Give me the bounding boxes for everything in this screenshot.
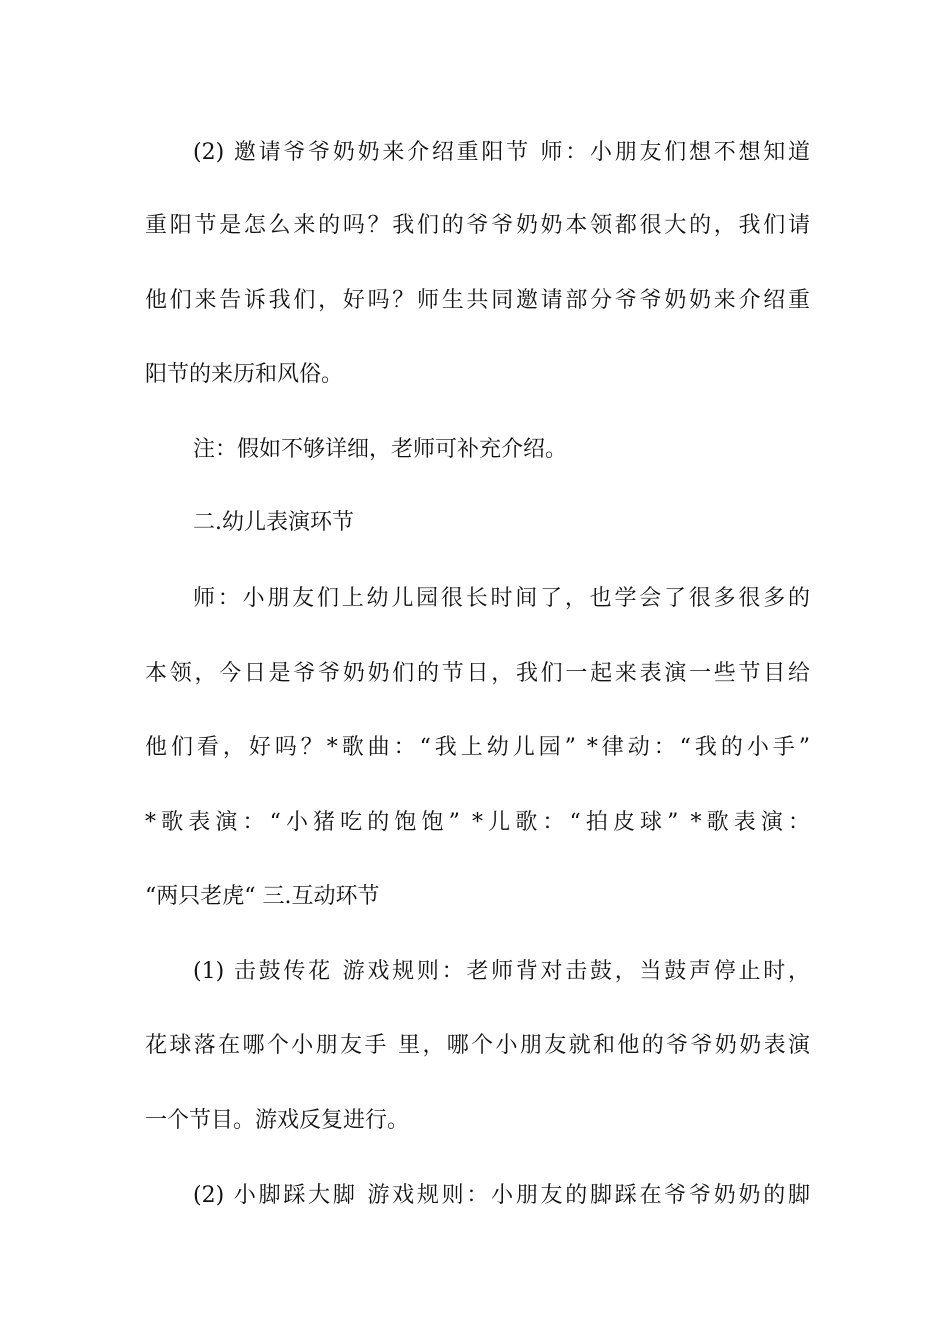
paragraph-line: 他们看，好吗？*歌曲：“我上幼儿园” *律动：“我的小手” — [145, 735, 810, 760]
paragraph-line: “两只老虎“ 三.互动环节 — [145, 884, 380, 909]
paragraph-line: 重阳节是怎么来的吗？我们的爷爷奶奶本领都很大的，我们请 — [145, 213, 810, 238]
paragraph-line: *歌表演：“小猪吃的饱饱” *儿歌：“拍皮球” *歌表演： — [145, 810, 810, 835]
paragraph-line: 他们来告诉我们，好吗？师生共同邀请部分爷爷奶奶来介绍重 — [145, 288, 810, 313]
paragraph-line: 本领，今日是爷爷奶奶们的节日，我们一起来表演一些节目给 — [145, 661, 810, 686]
paragraph-line: 一个节目。游戏反复进行。 — [145, 1108, 410, 1133]
paragraph-line: (2) 小脚踩大脚 游戏规则：小朋友的脚踩在爷爷奶奶的脚 — [193, 1183, 810, 1208]
paragraph-line: 阳节的来历和风俗。 — [145, 362, 344, 387]
paragraph-line: 花球落在哪个小朋友手 里，哪个小朋友就和他的爷爷奶奶表演 — [145, 1033, 810, 1058]
paragraph-line: 注：假如不够详细，老师可补充介绍。 — [193, 437, 568, 462]
paragraph-line: (2) 邀请爷爷奶奶来介绍重阳节 师：小朋友们想不想知道 — [193, 140, 810, 165]
paragraph-line: 师：小朋友们上幼儿园很长时间了，也学会了很多很多的 — [193, 586, 810, 611]
section-heading: 二.幼儿表演环节 — [193, 510, 354, 535]
paragraph-line: (1) 击鼓传花 游戏规则：老师背对击鼓，当鼓声停止时， — [193, 959, 810, 984]
